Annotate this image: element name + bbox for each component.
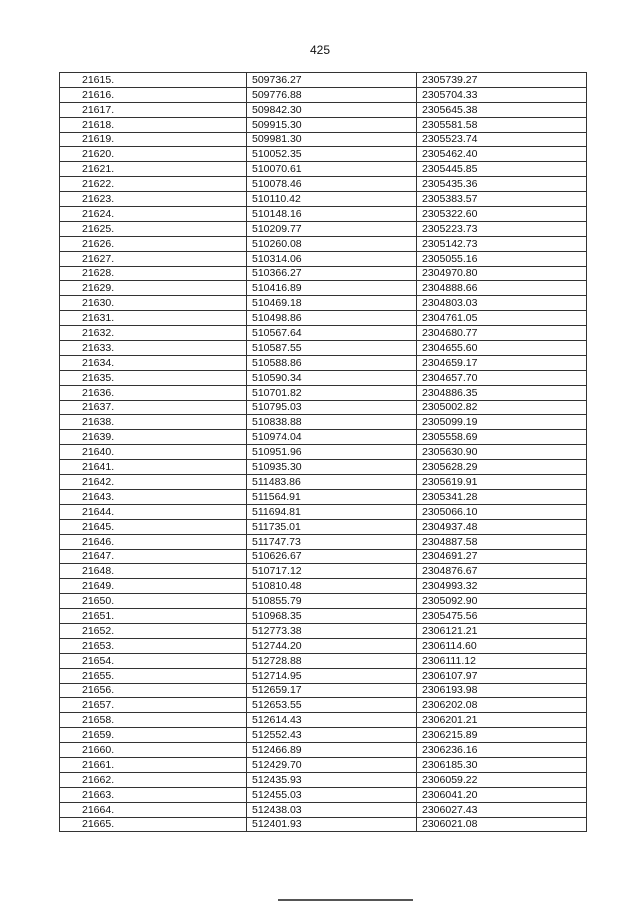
- point-id-cell: 21656.: [60, 683, 247, 698]
- table-row: [60, 147, 587, 162]
- point-id-cell: 21629.: [60, 281, 247, 296]
- table-row: [60, 73, 587, 88]
- y-coordinate-cell: 2306185.30: [417, 757, 587, 772]
- y-coordinate-cell: 2305462.40: [417, 147, 587, 162]
- x-coordinate-cell: 509981.30: [247, 132, 417, 147]
- y-coordinate-cell: 2306041.20: [417, 787, 587, 802]
- y-coordinate-cell: 2305435.36: [417, 177, 587, 192]
- x-coordinate-cell: 510810.48: [247, 579, 417, 594]
- point-id-cell: 21620.: [60, 147, 247, 162]
- y-coordinate-cell: 2305628.29: [417, 460, 587, 475]
- point-id-cell: 21633.: [60, 341, 247, 356]
- table-row: [60, 728, 587, 743]
- table-row: [60, 177, 587, 192]
- table-row: [60, 192, 587, 207]
- y-coordinate-cell: 2306059.22: [417, 772, 587, 787]
- y-coordinate-cell: 2306201.21: [417, 713, 587, 728]
- x-coordinate-cell: 510260.08: [247, 236, 417, 251]
- x-coordinate-cell: 509776.88: [247, 87, 417, 102]
- point-id-cell: 21664.: [60, 802, 247, 817]
- point-id-cell: 21632.: [60, 326, 247, 341]
- x-coordinate-cell: 512714.95: [247, 668, 417, 683]
- point-id-cell: 21659.: [60, 728, 247, 743]
- y-coordinate-cell: 2304659.17: [417, 355, 587, 370]
- x-coordinate-cell: 510717.12: [247, 564, 417, 579]
- point-id-cell: 21640.: [60, 445, 247, 460]
- page-number: 425: [309, 43, 331, 57]
- x-coordinate-cell: 509842.30: [247, 102, 417, 117]
- table-row: [60, 802, 587, 817]
- point-id-cell: 21654.: [60, 653, 247, 668]
- y-coordinate-cell: 2306027.43: [417, 802, 587, 817]
- x-coordinate-cell: 510052.35: [247, 147, 417, 162]
- y-coordinate-cell: 2305142.73: [417, 236, 587, 251]
- point-id-cell: 21651.: [60, 609, 247, 624]
- y-coordinate-cell: 2305475.56: [417, 609, 587, 624]
- x-coordinate-cell: 510366.27: [247, 266, 417, 281]
- table-row: [60, 757, 587, 772]
- x-coordinate-cell: 510588.86: [247, 355, 417, 370]
- table-row: [60, 281, 587, 296]
- table-row: [60, 311, 587, 326]
- x-coordinate-cell: 510587.55: [247, 341, 417, 356]
- point-id-cell: 21623.: [60, 192, 247, 207]
- table-row: [60, 638, 587, 653]
- y-coordinate-cell: 2304803.03: [417, 296, 587, 311]
- y-coordinate-cell: 2305322.60: [417, 207, 587, 222]
- y-coordinate-cell: 2304680.77: [417, 326, 587, 341]
- y-coordinate-cell: 2305619.91: [417, 475, 587, 490]
- point-id-cell: 21647.: [60, 549, 247, 564]
- point-id-cell: 21652.: [60, 623, 247, 638]
- x-coordinate-cell: 510974.04: [247, 430, 417, 445]
- y-coordinate-cell: 2306114.60: [417, 638, 587, 653]
- table-row: [60, 519, 587, 534]
- y-coordinate-cell: 2305092.90: [417, 594, 587, 609]
- table-row: [60, 475, 587, 490]
- point-id-cell: 21618.: [60, 117, 247, 132]
- x-coordinate-cell: 510855.79: [247, 594, 417, 609]
- table-row: [60, 370, 587, 385]
- point-id-cell: 21615.: [60, 73, 247, 88]
- x-coordinate-cell: 511483.86: [247, 475, 417, 490]
- point-id-cell: 21644.: [60, 504, 247, 519]
- point-id-cell: 21622.: [60, 177, 247, 192]
- x-coordinate-cell: 512429.70: [247, 757, 417, 772]
- y-coordinate-cell: 2305523.74: [417, 132, 587, 147]
- point-id-cell: 21648.: [60, 564, 247, 579]
- y-coordinate-cell: 2304886.35: [417, 385, 587, 400]
- footer-line: [278, 899, 413, 901]
- table-row: [60, 326, 587, 341]
- y-coordinate-cell: 2305739.27: [417, 73, 587, 88]
- y-coordinate-cell: 2305223.73: [417, 221, 587, 236]
- table-row: [60, 683, 587, 698]
- table-row: [60, 400, 587, 415]
- table-row: [60, 609, 587, 624]
- point-id-cell: 21650.: [60, 594, 247, 609]
- y-coordinate-cell: 2305645.38: [417, 102, 587, 117]
- table-row: [60, 653, 587, 668]
- x-coordinate-cell: 511747.73: [247, 534, 417, 549]
- y-coordinate-cell: 2304761.05: [417, 311, 587, 326]
- y-coordinate-cell: 2305558.69: [417, 430, 587, 445]
- point-id-cell: 21621.: [60, 162, 247, 177]
- point-id-cell: 21646.: [60, 534, 247, 549]
- point-id-cell: 21653.: [60, 638, 247, 653]
- table-row: [60, 579, 587, 594]
- y-coordinate-cell: 2305066.10: [417, 504, 587, 519]
- table-row: [60, 341, 587, 356]
- point-id-cell: 21628.: [60, 266, 247, 281]
- y-coordinate-cell: 2305704.33: [417, 87, 587, 102]
- table-row: [60, 117, 587, 132]
- table-row: [60, 594, 587, 609]
- table-row: [60, 713, 587, 728]
- y-coordinate-cell: 2305341.28: [417, 489, 587, 504]
- point-id-cell: 21645.: [60, 519, 247, 534]
- point-id-cell: 21616.: [60, 87, 247, 102]
- x-coordinate-cell: 512614.43: [247, 713, 417, 728]
- y-coordinate-cell: 2306236.16: [417, 743, 587, 758]
- table-row: [60, 236, 587, 251]
- table-row: [60, 623, 587, 638]
- table-row: [60, 504, 587, 519]
- table-row: [60, 251, 587, 266]
- table-row: [60, 698, 587, 713]
- point-id-cell: 21626.: [60, 236, 247, 251]
- x-coordinate-cell: 510951.96: [247, 445, 417, 460]
- point-id-cell: 21627.: [60, 251, 247, 266]
- y-coordinate-cell: 2306121.21: [417, 623, 587, 638]
- y-coordinate-cell: 2304888.66: [417, 281, 587, 296]
- x-coordinate-cell: 510148.16: [247, 207, 417, 222]
- x-coordinate-cell: 512552.43: [247, 728, 417, 743]
- x-coordinate-cell: 512653.55: [247, 698, 417, 713]
- point-id-cell: 21661.: [60, 757, 247, 772]
- y-coordinate-cell: 2305099.19: [417, 415, 587, 430]
- point-id-cell: 21639.: [60, 430, 247, 445]
- x-coordinate-cell: 510838.88: [247, 415, 417, 430]
- table-row: [60, 355, 587, 370]
- y-coordinate-cell: 2306107.97: [417, 668, 587, 683]
- x-coordinate-cell: 510590.34: [247, 370, 417, 385]
- table-row: [60, 162, 587, 177]
- y-coordinate-cell: 2306021.08: [417, 817, 587, 832]
- y-coordinate-cell: 2304887.58: [417, 534, 587, 549]
- x-coordinate-cell: 511735.01: [247, 519, 417, 534]
- table-row: [60, 489, 587, 504]
- x-coordinate-cell: 512744.20: [247, 638, 417, 653]
- point-id-cell: 21634.: [60, 355, 247, 370]
- y-coordinate-cell: 2306215.89: [417, 728, 587, 743]
- y-coordinate-cell: 2305383.57: [417, 192, 587, 207]
- y-coordinate-cell: 2306193.98: [417, 683, 587, 698]
- point-id-cell: 21617.: [60, 102, 247, 117]
- x-coordinate-cell: 510416.89: [247, 281, 417, 296]
- coordinates-table: [59, 72, 587, 832]
- x-coordinate-cell: 510626.67: [247, 549, 417, 564]
- point-id-cell: 21658.: [60, 713, 247, 728]
- x-coordinate-cell: 509736.27: [247, 73, 417, 88]
- point-id-cell: 21625.: [60, 221, 247, 236]
- x-coordinate-cell: 510469.18: [247, 296, 417, 311]
- y-coordinate-cell: 2304993.32: [417, 579, 587, 594]
- x-coordinate-cell: 510070.61: [247, 162, 417, 177]
- table-row: [60, 87, 587, 102]
- table-body: [60, 73, 587, 832]
- table-row: [60, 415, 587, 430]
- x-coordinate-cell: 510935.30: [247, 460, 417, 475]
- y-coordinate-cell: 2306202.08: [417, 698, 587, 713]
- y-coordinate-cell: 2305002.82: [417, 400, 587, 415]
- x-coordinate-cell: 512401.93: [247, 817, 417, 832]
- point-id-cell: 21624.: [60, 207, 247, 222]
- table-row: [60, 385, 587, 400]
- point-id-cell: 21641.: [60, 460, 247, 475]
- y-coordinate-cell: 2304655.60: [417, 341, 587, 356]
- y-coordinate-cell: 2304657.70: [417, 370, 587, 385]
- x-coordinate-cell: 510498.86: [247, 311, 417, 326]
- table-row: [60, 296, 587, 311]
- table-row: [60, 564, 587, 579]
- x-coordinate-cell: 509915.30: [247, 117, 417, 132]
- point-id-cell: 21638.: [60, 415, 247, 430]
- point-id-cell: 21662.: [60, 772, 247, 787]
- table-row: [60, 787, 587, 802]
- x-coordinate-cell: 510078.46: [247, 177, 417, 192]
- y-coordinate-cell: 2304970.80: [417, 266, 587, 281]
- x-coordinate-cell: 511564.91: [247, 489, 417, 504]
- table-row: [60, 549, 587, 564]
- point-id-cell: 21636.: [60, 385, 247, 400]
- point-id-cell: 21649.: [60, 579, 247, 594]
- y-coordinate-cell: 2305630.90: [417, 445, 587, 460]
- point-id-cell: 21663.: [60, 787, 247, 802]
- y-coordinate-cell: 2304691.27: [417, 549, 587, 564]
- point-id-cell: 21660.: [60, 743, 247, 758]
- x-coordinate-cell: 510110.42: [247, 192, 417, 207]
- x-coordinate-cell: 510209.77: [247, 221, 417, 236]
- x-coordinate-cell: 511694.81: [247, 504, 417, 519]
- x-coordinate-cell: 512435.93: [247, 772, 417, 787]
- x-coordinate-cell: 510795.03: [247, 400, 417, 415]
- point-id-cell: 21657.: [60, 698, 247, 713]
- y-coordinate-cell: 2305445.85: [417, 162, 587, 177]
- table-row: [60, 817, 587, 832]
- table-row: [60, 430, 587, 445]
- x-coordinate-cell: 512438.03: [247, 802, 417, 817]
- point-id-cell: 21642.: [60, 475, 247, 490]
- point-id-cell: 21637.: [60, 400, 247, 415]
- point-id-cell: 21631.: [60, 311, 247, 326]
- point-id-cell: 21665.: [60, 817, 247, 832]
- x-coordinate-cell: 510567.64: [247, 326, 417, 341]
- table-row: [60, 207, 587, 222]
- x-coordinate-cell: 510701.82: [247, 385, 417, 400]
- y-coordinate-cell: 2304937.48: [417, 519, 587, 534]
- x-coordinate-cell: 512728.88: [247, 653, 417, 668]
- point-id-cell: 21619.: [60, 132, 247, 147]
- table-row: [60, 102, 587, 117]
- x-coordinate-cell: 512773.38: [247, 623, 417, 638]
- x-coordinate-cell: 512466.89: [247, 743, 417, 758]
- table-row: [60, 772, 587, 787]
- point-id-cell: 21630.: [60, 296, 247, 311]
- x-coordinate-cell: 512455.03: [247, 787, 417, 802]
- table-row: [60, 460, 587, 475]
- table-row: [60, 266, 587, 281]
- table-row: [60, 534, 587, 549]
- table-row: [60, 668, 587, 683]
- x-coordinate-cell: 510314.06: [247, 251, 417, 266]
- x-coordinate-cell: 510968.35: [247, 609, 417, 624]
- table-row: [60, 221, 587, 236]
- point-id-cell: 21635.: [60, 370, 247, 385]
- y-coordinate-cell: 2304876.67: [417, 564, 587, 579]
- point-id-cell: 21655.: [60, 668, 247, 683]
- y-coordinate-cell: 2305055.16: [417, 251, 587, 266]
- point-id-cell: 21643.: [60, 489, 247, 504]
- table-row: [60, 132, 587, 147]
- y-coordinate-cell: 2305581.58: [417, 117, 587, 132]
- table-row: [60, 445, 587, 460]
- x-coordinate-cell: 512659.17: [247, 683, 417, 698]
- y-coordinate-cell: 2306111.12: [417, 653, 587, 668]
- table-row: [60, 743, 587, 758]
